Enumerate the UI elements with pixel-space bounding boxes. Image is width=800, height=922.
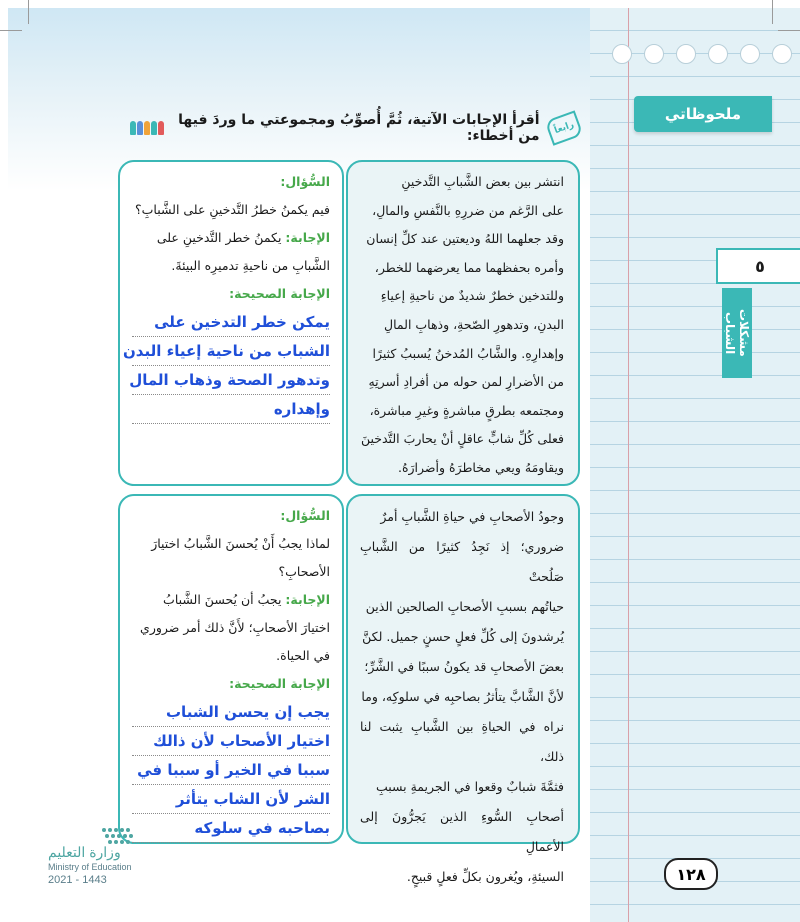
passage-line: وإهدارِهِ. والشَّابُ المُدخنُ يُسببُ كثيرًا bbox=[372, 345, 564, 361]
passage-line: ويقاومَهُ ويعي مخاطرَهُ وأضرارَهُ. bbox=[398, 459, 564, 475]
ministry-name-arabic: وزارة التعليم bbox=[48, 844, 121, 860]
hole-icon bbox=[708, 44, 728, 64]
qa-box-2 bbox=[118, 494, 344, 844]
qa-box-1 bbox=[118, 160, 344, 486]
correct-answer-lines[interactable] bbox=[132, 698, 330, 843]
question-label: السُّؤال: bbox=[280, 508, 330, 523]
correct-answer-label: الإجابة الصحيحة: bbox=[229, 286, 330, 301]
hole-icon bbox=[612, 44, 632, 64]
passage-line: وقد جعلهما اللهُ وديعتين عند كلِّ إنسان bbox=[366, 231, 564, 247]
passage-line: فعلى كُلِّ شابٍّ عاقلٍ أنْ يحاربَ التَّدخينَ bbox=[360, 431, 564, 447]
handwritten-answer-line[interactable]: يجب إن يحسن الشباب bbox=[132, 698, 330, 727]
passage-line: وأمره بحفظهما مما يعرضهما للخطر، bbox=[374, 259, 564, 275]
ministry-year: 2021 - 1443 bbox=[48, 874, 107, 886]
page-number: ١٢٨ bbox=[664, 858, 718, 890]
crop-mark bbox=[0, 30, 22, 31]
crop-mark bbox=[28, 0, 29, 24]
instruction-row bbox=[130, 112, 580, 144]
hole-icon bbox=[644, 44, 664, 64]
passage-line: حياتُهم بسببِ الأصحابِ الصالحين الذين bbox=[365, 599, 564, 614]
answer-label: الإجابة: bbox=[285, 592, 330, 607]
ministry-logo bbox=[48, 822, 148, 884]
answer-text: يكمنُ خطر التَّدخينِ على الشَّبابِ من ناحيةِ تدميرِه البيئةَ. bbox=[156, 230, 330, 273]
passage-line: لأنَّ الشَّابَّ يتأثرُ بصاحبِه في سلوكِه، وما bbox=[361, 689, 564, 704]
handwritten-answer-line[interactable]: سببا في الخير أو سببا في bbox=[132, 756, 330, 785]
passage-line: من الأضرارِ لمن حوله من أفرادِ أسرتِهِ bbox=[368, 374, 564, 390]
qa-1 bbox=[120, 162, 342, 430]
passage-line: فثمَّةَ شبابٌ وقعوا في الجريمةِ بسببِ bbox=[375, 779, 564, 794]
notes-tab: ملحوظاتي bbox=[634, 96, 772, 132]
binder-holes bbox=[612, 44, 792, 64]
notes-margin-line bbox=[628, 8, 629, 922]
group-people-icon bbox=[130, 121, 164, 135]
passage-line: على الرَّغم من ضررِهِ بالنَّفسِ والمالِ، bbox=[372, 202, 564, 218]
passage-line: ومجتمعه بطرقٍ مباشرةٍ وغيرِ مباشرة، bbox=[369, 402, 564, 418]
handwritten-answer-line[interactable]: يمكن خطر التدخين على bbox=[132, 308, 330, 337]
crop-mark bbox=[772, 0, 773, 24]
handwritten-answer-line[interactable]: الشر لأن الشاب يتأثر bbox=[132, 785, 330, 814]
correct-answer-lines[interactable] bbox=[122, 308, 330, 424]
passage-2 bbox=[348, 496, 578, 898]
passage-line: البدنِ، وتدهورِ الصّحةِ، وذهابِ المالِ bbox=[384, 316, 564, 332]
crop-mark bbox=[778, 30, 800, 31]
pencil-badge-icon: رابعاً bbox=[544, 110, 583, 146]
passage-box-2 bbox=[346, 494, 580, 884]
handwritten-answer-line[interactable]: بصاحبه في سلوكه bbox=[132, 814, 330, 843]
passage-line: وللتدخين خطرٌ شديدٌ من ناحيةِ إعياءِ bbox=[380, 288, 564, 304]
answer-text: يجبُ أن يُحسنَ الشَّبابُ اختيارَ الأصحابِ؛ لأَنَّ ذلك أمر ضروري في الحياة. bbox=[140, 592, 330, 663]
ministry-name-english: Ministry of Education bbox=[48, 862, 132, 872]
hole-icon bbox=[740, 44, 760, 64]
passage-line: أصحابِ السُّوءِ الذين يَجرُّونَ إلى الأعمالِ bbox=[360, 809, 564, 854]
passage-line: وجودُ الأصحابِ في حياةِ الشَّبابِ أمرٌ bbox=[380, 509, 564, 524]
handwritten-answer-line[interactable]: الشباب من ناحية إعياء البدن bbox=[132, 337, 330, 366]
passage-line: يُرشدونَ إلى كُلِّ فعلٍ حسنٍ جميل. لكنَّ bbox=[362, 629, 564, 644]
hole-icon bbox=[772, 44, 792, 64]
instruction-text: أقرأ الإجابات الآتية، ثُمَّ أُصوِّبُ ومجموعتي ما وردَ فيها من أخطاء: bbox=[178, 112, 540, 144]
lesson-number: ٥ bbox=[716, 248, 800, 284]
passage-1 bbox=[348, 162, 578, 489]
qa-2 bbox=[120, 496, 342, 849]
passage-line: نراه في الحياةِ بين الشَّبابِ يثبت لنا ذلك، bbox=[360, 719, 564, 764]
handwritten-answer-line[interactable]: اختيار الأصحاب لأن ذالك bbox=[132, 727, 330, 756]
handwritten-answer-line[interactable]: وتدهور الصحة وذهاب المال bbox=[132, 366, 330, 395]
hole-icon bbox=[676, 44, 696, 64]
question-text: فيم يكمنُ خطرُ التَّدخينِ على الشَّبابِ؟ bbox=[135, 202, 330, 217]
answer-label: الإجابة: bbox=[285, 230, 330, 245]
crop-area bbox=[0, 0, 800, 8]
handwritten-answer-line[interactable]: وإهداره bbox=[132, 395, 330, 424]
correct-answer-label: الإجابة الصحيحة: bbox=[229, 676, 330, 691]
lesson-title: مشكلات الشباب bbox=[722, 288, 752, 378]
passage-box-1 bbox=[346, 160, 580, 486]
passage-line: بعضَ الأصحابِ قد يكونُ سببًا في الشَّرِّ؛ bbox=[364, 659, 564, 674]
notes-column bbox=[590, 8, 800, 922]
question-text: لماذا يجبُ أَنْ يُحسنَ الشَّبابُ اختيارَ الأصحابِ؟ bbox=[151, 536, 330, 579]
passage-line: السيئةِ، ويُغرون بكلِّ فعلٍ قبيحٍ. bbox=[406, 869, 564, 884]
question-label: السُّؤال: bbox=[280, 174, 330, 189]
passage-line: ضروري؛ إذ نَجِدُ كثيرًا من الشَّبابِ صَلُحتْ bbox=[360, 539, 564, 584]
passage-line: انتشر بين بعض الشَّبابِ التَّدخينِ bbox=[401, 174, 564, 189]
